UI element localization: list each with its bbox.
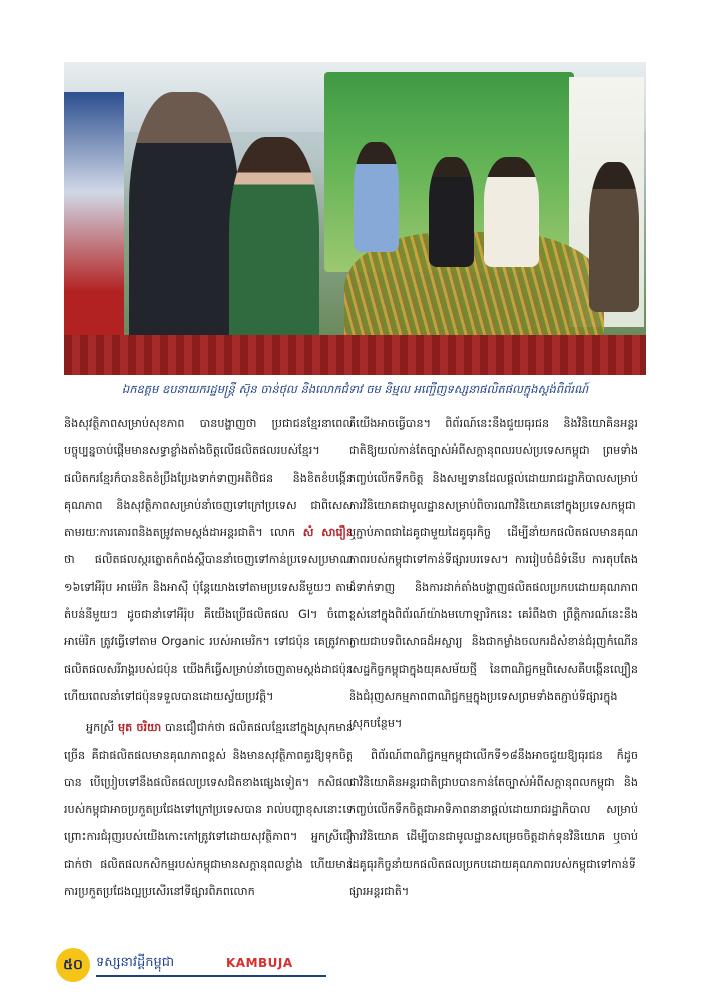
article-column-right [349, 410, 638, 965]
quoted-person-name: សំ សារឿន [302, 526, 353, 540]
person-booth-staff [484, 157, 539, 267]
red-carpet-floor [64, 335, 646, 375]
paragraph: អ្នកស្រី មុត ចរិយា បានជឿជាក់ថា ផលិតផលខ្មែរនៅក្នុងស្រុកមានច្រើន គឺជាផលិតផលមានគុណភាពខ្ពស់ និងមានសុវត្ថិភាពគួរឱ្យទុកចិត្តបាន បើប្រៀបទៅនឹងផលិតផលប្រទេសជិតខាងផ្សេងទៀត។ កសិផលរបស់កម្ពុជាអាចប្រកួតប្រជែងទៅក្រៅប្រទេសបាន រាល់បញ្ហាខុសនោះទេ ព្រោះការជំរុញរបស់យើងកោះកៅត្រូវទៅដោយសុវត្ថិភាព។ អ្នកស្រីជឿជាក់ថា ផលិតផលកសិកម្មរបស់កម្ពុជាមានសក្តានុពលខ្លាំង ហើយមានការប្រកួតប្រជែងល្អប្រសើរនៅទីផ្សារពិភពលោក [64, 721, 353, 899]
footer-rule [96, 975, 326, 977]
quoted-person-name: មុត ចរិយា [118, 721, 162, 735]
person-booth-staff [429, 157, 474, 267]
magazine-title: ទស្សនាវដ្តីកម្ពុជា [96, 955, 175, 970]
page-number-badge: ៥០ [56, 948, 90, 982]
photo-caption: ឯកឧត្តម ឧបនាយករដ្ឋមន្ត្រី ស៊ុន ចាន់ថុល និងលោកជំទាវ ចម និម្មល អញ្ជើញទស្សនាផលិតផលក្នុងស្តង់ពិព័រណ៍ [121, 382, 589, 396]
page-footer [56, 948, 356, 982]
person-deputy-prime-minister [129, 92, 239, 375]
person-booth-staff [354, 142, 399, 252]
event-photo [64, 62, 646, 375]
paragraph: ពិព័រណ៍ពាណិជ្ជកម្មកម្ពុជាលើកទី១៨នឹងអាចជួយឱ្យធុរជន ក៏ដូចជាវិនិយោគិនអន្តរជាតិជ្រាបបានកាន់តែច្បាស់អំពីសក្តានុពលកម្ពុជា និងកញ្ចប់លើកទឹកចិត្តជាអាទិភាពនានាផ្តល់ដោយរាជរដ្ឋាភិបាល សម្រាប់ការវិនិយោគ ដើម្បីបានជាមូលដ្ឋានសម្រេចចិត្តដាក់ទុនវិនិយោគ ឬចាប់ដៃគូធុរកិច្ចនាំយកផលិតផលប្រកបដោយគុណភាពរបស់កម្ពុជាទៅកាន់ទីផ្សារអន្តរជាតិ។ [349, 748, 638, 899]
exhibition-banner-left [64, 92, 124, 342]
paragraph: គឺយើងអាចធ្វើបាន។ ពិព័រណ៍នេះនឹងជួយធុរជន និងវិនិយោគិនអន្តរជាតិឱ្យយល់កាន់តែច្បាស់អំពីសក្តានុពលរបស់ប្រទេសកម្ពុជា ព្រមទាំងកញ្ចប់លើកទឹកចិត្ត និងសម្បទានដែលផ្តល់ដោយរាជរដ្ឋាភិបាលសម្រាប់ការវិនិយោគជាមូលដ្ឋានសម្រាប់ពិចារណាវិនិយោគនៅក្នុងប្រទេសកម្ពុជា ឬភ្ជាប់ភាពជាដៃគូជាមួយដៃគូធុរកិច្ច ដើម្បីនាំយកផលិតផលមានគុណភាពរបស់កម្ពុជាទៅកាន់ទីផ្សារបរទេស។ ការរៀបចំដ៏ទំនើប ការតុបតែងដ៏ទាក់ទាញ និងការដាក់តាំងបង្ហាញផលិតផលប្រកបដោយគុណភាពខ្ពស់នៅក្នុងពិព័រណ៍យ៉ាងមហោឡារិកនេះ គេរំពឹងថា ព្រឹត្តិការណ៍នេះនឹងក្លាយជាបទពិសោធដ៏អស្ចារ្យ និងជាកម្លាំងចលករដ៏សំខាន់ជំរុញកំណើនសេដ្ឋកិច្ចកម្ពុជាក្នុងយុគសម័យថ្មី នៃពាណិជ្ជកម្មពិសេសគឺបង្កើនល្បឿន និងជំរុញសកម្មភាពពាណិជ្ជកម្មក្នុងប្រទេសព្រមទាំងតភ្ជាប់ទីផ្សារក្នុងស្រុកបន្ថែម។ [349, 417, 638, 731]
article-column-left [64, 410, 353, 965]
person-booth-staff [589, 162, 639, 312]
paragraph: និងសុវត្ថិភាពសម្រាប់សុខភាព បានបង្ហាញថា ប្រជាជនខ្មែរនាពេលបច្ចុប្បន្នចាប់ផ្តើមមានសទ្ធាខ្លាំងតាំងចិត្តលើផលិតផលរបស់ខ្មែរ។ ផលិតករខ្មែរក៏បានខិតខំប្រឹងប្រែងទាក់ទាញអតិថិជន និងខិតខំបង្កើនគុណភាព និងសុវត្ថិភាពសម្រាប់នាំចេញទៅក្រៅប្រទេស ជាពិសេសតាមរយៈការគោរពនិងតម្រូវតាមស្តង់ដាអន្តរជាតិ។ លោក សំ សារឿន ថា ផលិតផលស្ករត្នោតកំពង់ស្ពឺបាននាំចេញទៅកាន់ប្រទេសប្រមាណ ១៦ទៅអឺរ៉ុប អាម៉េរិក និងអាស៊ី ប៉ុន្តែយោងទៅតាមប្រទេសនីមួយៗ តាមតំបន់នីមួយៗ ដូចជានាំទៅអឺរ៉ុប គឺយើងប្រើផលិតផល GI។ ចំពោះអាម៉េរិក ត្រូវធ្វើទៅតាម Organic របស់អាមេរិក។ ទៅជប៉ុន គេត្រូវការផលិតផលសរីរាង្គរបស់ជប៉ុន យើងក៏ធ្វើសម្រាប់នាំចេញតាមស្តង់ដាជប៉ុន ហើយពេលនាំទៅជប៉ុនទទួលបានដោយស្វ័យប្រវត្តិ។ [64, 417, 353, 703]
magazine-brand: KAMBUJA [226, 956, 293, 970]
